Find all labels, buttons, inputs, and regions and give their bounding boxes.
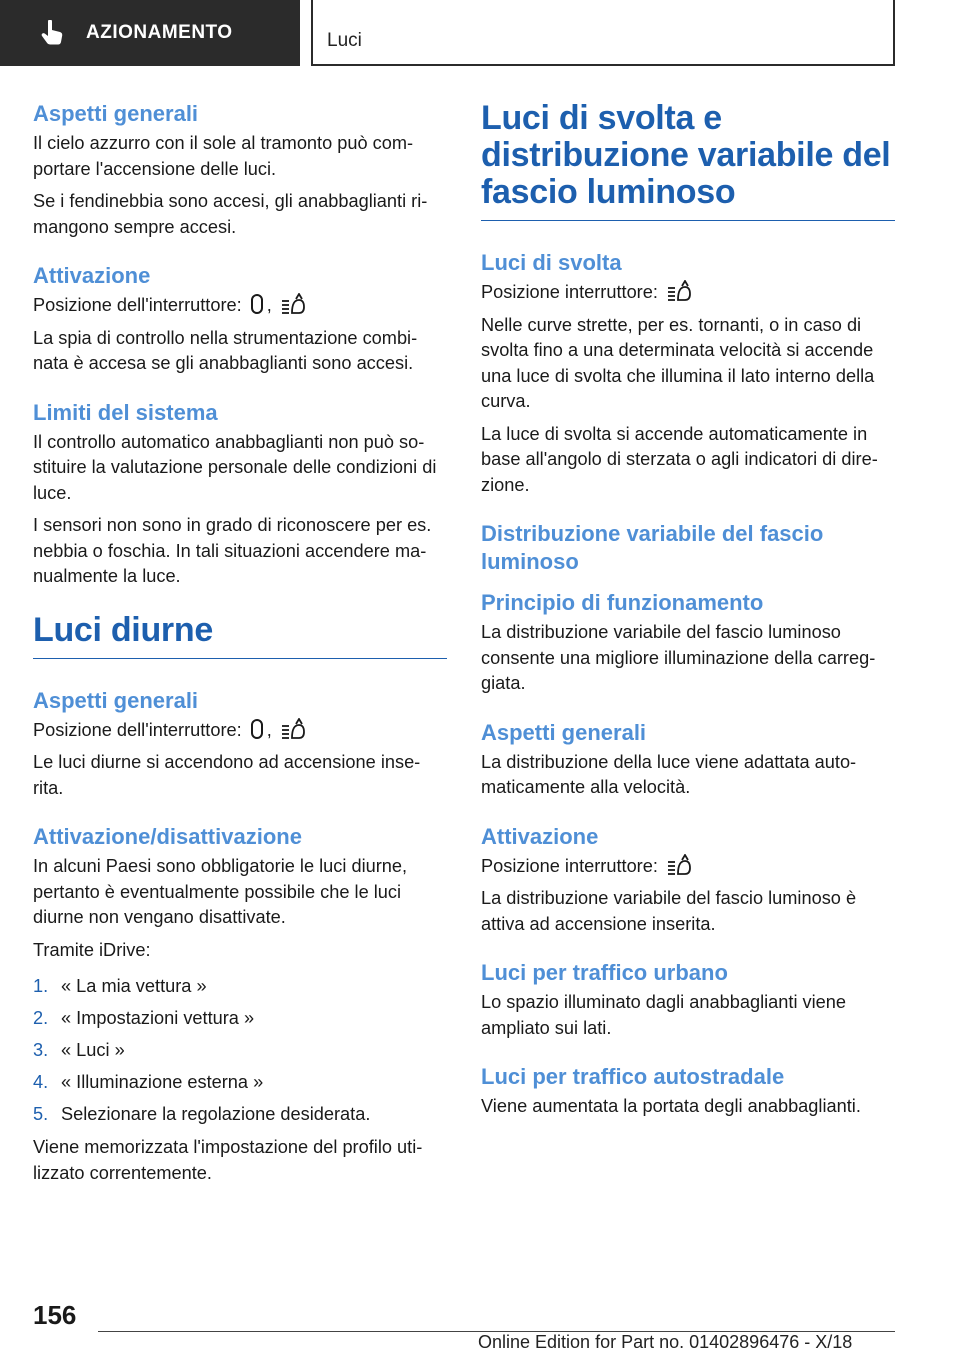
switch-position-line bbox=[481, 280, 895, 306]
paragraph: La distribuzione variabile del fascio luminoso consente una migliore illuminazione della carreg-giata. bbox=[481, 622, 876, 693]
paragraph: La distribuzione variabile del fascio luminoso è attiva ad accensione inserita. bbox=[481, 888, 857, 934]
paragraph: Tramite iDrive: bbox=[33, 939, 151, 960]
auto-headlight-icon bbox=[280, 718, 308, 740]
heading-distribuzione-variabile: Distribuzione variabile del fascio luminoso bbox=[481, 521, 824, 574]
paragraph: Nelle curve strette, per es. tornanti, o in caso di svolta fino a una determinata velocità si accende una luce di svolta che illumina il lato interno della curva. bbox=[481, 314, 875, 411]
paragraph: Le luci diurne si accendono ad accensione inse-rita. bbox=[33, 752, 421, 798]
list-item: 5. Selezionare la regolazione desiderata. bbox=[33, 1104, 371, 1124]
hand-pointer-icon bbox=[40, 20, 64, 46]
page-number: 156 bbox=[33, 1300, 77, 1330]
heading-aspetti-generali-2: Aspetti generali bbox=[33, 687, 199, 713]
switch-label: Posizione interruttore: bbox=[481, 282, 658, 302]
section-tab bbox=[0, 0, 300, 66]
paragraph: La spia di controllo nella strumentazione combi-nata è accesa se gli anabbaglianti sono accesi. bbox=[33, 327, 418, 373]
heading-attivazione-disattivazione: Attivazione/disattivazione bbox=[33, 824, 302, 849]
chapter-tab: Luci bbox=[311, 0, 895, 66]
subheading-principio-di-funzionamento: Principio di funzionamento bbox=[481, 590, 764, 615]
headlight-zero-icon bbox=[250, 718, 264, 740]
list-item: 4. « Illuminazione esterna » bbox=[33, 1072, 264, 1092]
subheading-aspetti-generali: Aspetti generali bbox=[481, 719, 647, 745]
subheading-traffico-urbano: Luci per traffico urbano bbox=[481, 960, 728, 985]
switch-position-line bbox=[33, 718, 447, 744]
heading-luci-diurne: Luci diurne bbox=[33, 610, 213, 649]
list-item: 3. « Luci » bbox=[33, 1040, 125, 1060]
main-heading-block bbox=[481, 100, 895, 221]
separator: , bbox=[266, 295, 272, 315]
auto-headlight-icon bbox=[280, 293, 308, 315]
subheading-attivazione: Attivazione bbox=[481, 823, 599, 849]
paragraph: Se i fendinebbia sono accesi, gli anabbaglianti ri-mangono sempre accesi. bbox=[33, 191, 428, 237]
paragraph: La luce di svolta si accende automaticamente in base all'angolo di sterzata o agli indicatori di dire-zione. bbox=[481, 423, 878, 495]
right-column bbox=[481, 100, 895, 1127]
edition-note: Online Edition for Part no. 01402896476 - X/18 bbox=[478, 1332, 853, 1352]
heading-luci-di-svolta-e-distribuzione: Luci di svolta e distribuzione variabile del fascio luminoso bbox=[481, 99, 891, 211]
idrive-steps-list bbox=[33, 970, 447, 1130]
switch-position-line bbox=[481, 854, 895, 880]
switch-label: Posizione dell'interruttore: bbox=[33, 719, 242, 740]
section-title: AZIONAMENTO bbox=[86, 22, 233, 43]
heading-limiti-del-sistema: Limiti del sistema bbox=[33, 399, 218, 425]
paragraph: Il cielo azzurro con il sole al tramonto può com-portare l'accensione delle luci. bbox=[33, 133, 414, 179]
subheading-traffico-autostradale: Luci per traffico autostradale bbox=[481, 1064, 785, 1089]
switch-label: Posizione interruttore: bbox=[481, 855, 658, 876]
heading-attivazione: Attivazione bbox=[33, 263, 151, 288]
paragraph: I sensori non sono in grado di riconoscere per es. nebbia o foschia. In tali situazioni accendere ma-nualmente la luce. bbox=[33, 515, 432, 586]
switch-label: Posizione dell'interruttore: bbox=[33, 295, 242, 315]
separator: , bbox=[266, 719, 272, 740]
auto-headlight-icon bbox=[666, 854, 694, 876]
paragraph: La distribuzione della luce viene adattata auto-maticamente alla velocità. bbox=[481, 751, 857, 797]
paragraph: In alcuni Paesi sono obbligatorie le luci diurne, pertanto è eventualmente possibile che le luci diurne non vengano disattivate. bbox=[33, 856, 408, 927]
paragraph: Lo spazio illuminato dagli anabbaglianti viene ampliato sui lati. bbox=[481, 992, 847, 1038]
heading-luci-di-svolta: Luci di svolta bbox=[481, 250, 622, 275]
heading-aspetti-generali: Aspetti generali bbox=[33, 101, 199, 126]
left-column bbox=[33, 100, 447, 1193]
paragraph: Viene aumentata la portata degli anabbaglianti. bbox=[481, 1096, 861, 1116]
main-heading-block bbox=[33, 612, 447, 659]
list-item: 1. « La mia vettura » bbox=[33, 976, 207, 996]
auto-headlight-icon bbox=[666, 280, 694, 302]
list-item: 2. « Impostazioni vettura » bbox=[33, 1008, 255, 1028]
headlight-zero-icon bbox=[250, 293, 264, 315]
paragraph: Viene memorizzata l'impostazione del profilo uti-lizzato correntemente. bbox=[33, 1137, 423, 1183]
paragraph: Il controllo automatico anabbaglianti non può so-stituire la valutazione personale delle condizioni di luce. bbox=[33, 431, 437, 503]
switch-position-line bbox=[33, 293, 447, 319]
